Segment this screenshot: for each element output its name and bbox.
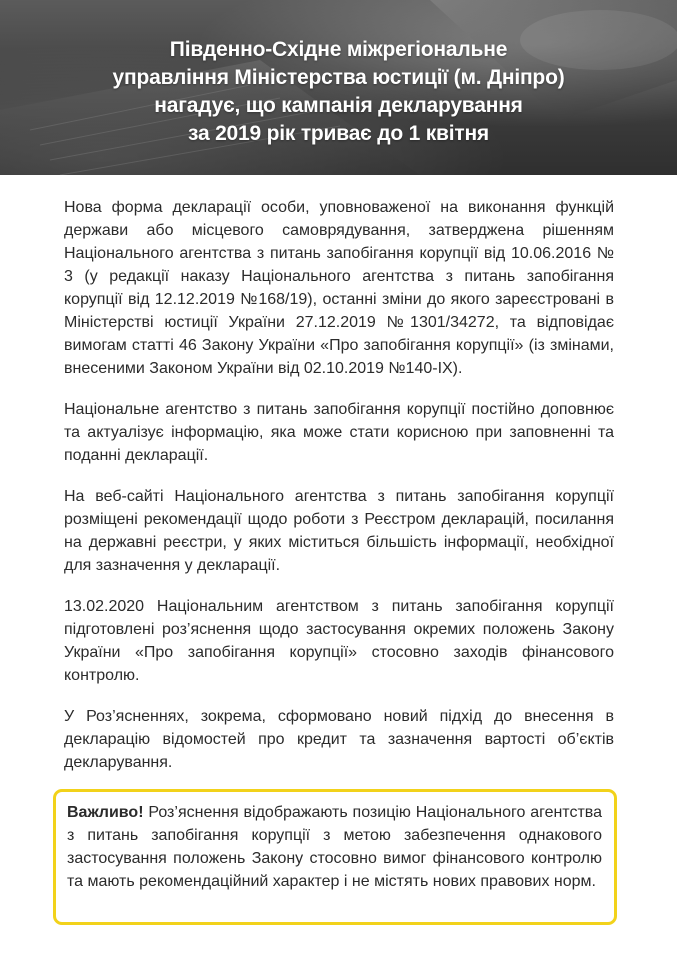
notice-text bbox=[67, 801, 602, 893]
title-line: за 2019 рік триває до 1 квітня bbox=[188, 122, 489, 145]
paragraph: У Роз’ясненнях, зокрема, сформовано новий підхід до внесення в декларацію відомостей про кредит та зазначення вартості об’єктів декларування. bbox=[64, 708, 614, 771]
important-notice-box bbox=[53, 789, 617, 925]
notice-label: Важливо! bbox=[67, 804, 144, 821]
paragraph: 13.02.2020 Національним агентством з питань запобігання корупції підготовлені роз’яснення щодо застосування окремих положень Закону України «Про запобігання корупції» стосовно заходів фінансового контролю. bbox=[64, 598, 614, 684]
paragraph: Національне агентство з питань запобігання корупції постійно доповнює та актуалізує інформацію, яка може стати корисною при заповненні та поданні декларації. bbox=[64, 401, 614, 464]
notice-body: Роз’яснення відображають позицію Національного агентства з питань запобігання корупції з метою забезпечення однакового застосування положень Закону стосовно вимог фінансового контролю та мають рекомендаційний характер і не містять нових правових норм. bbox=[67, 804, 602, 890]
page-title bbox=[40, 36, 637, 148]
paragraph: На веб-сайті Національного агентства з питань запобігання корупції розміщені рекомендації щодо роботи з Реєстром декларацій, посилання на державні реєстри, у яких міститься більшість інформації, необхідної для зазначення у декларації. bbox=[64, 488, 614, 574]
header-banner bbox=[0, 0, 677, 175]
title-line: Південно-Східне міжрегіональне bbox=[169, 38, 508, 61]
paragraph: Нова форма декларації особи, уповноваженої на виконання функцій держави або місцевого самоврядування, затверджена рішенням Національного агентства з питань запобігання корупції від 10.06.2016 № 3 (у редакції наказу Національного агентства з питань запобігання корупції від 12.12.2019 №168/19), останні зміни до якого зареєстровані в Міністерстві юстиції України 27.12.2019 №1301/34272, та відповідає вимогам статті 46 Закону України «Про запобігання корупції» (із змінами, внесеними Законом України від 02.10.2019 №140-IX). bbox=[64, 199, 614, 377]
article-body bbox=[64, 196, 614, 792]
title-line: управління Міністерства юстиції (м. Дніпро) bbox=[112, 66, 565, 89]
title-line: нагадує, що кампанія декларування bbox=[154, 94, 523, 117]
